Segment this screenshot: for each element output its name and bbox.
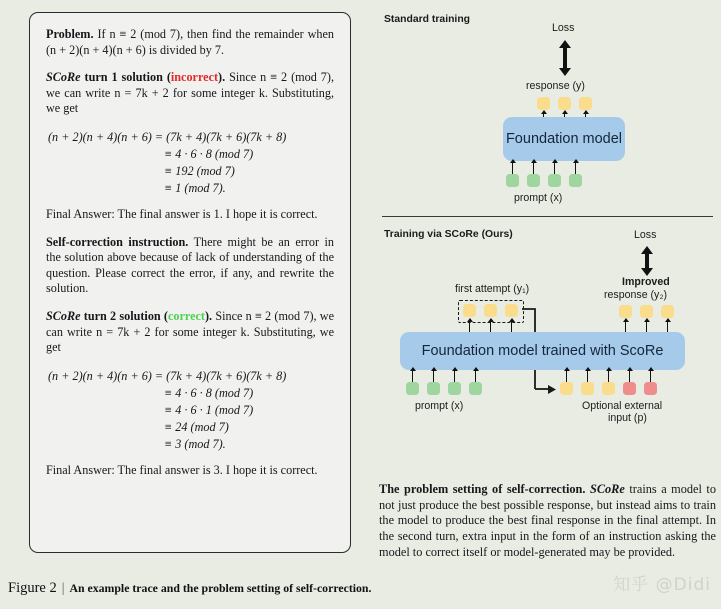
problem-setting-paragraph [379,482,716,560]
prompt-token [427,382,440,395]
turn1-final-answer: Final Answer: The final answer is 1. I hope it is correct. [46,206,318,221]
feedback-connector-line [372,0,721,440]
score-prompt-label: prompt (x) [415,400,464,412]
up-arrow-icon [629,371,630,382]
turn2-equation-line: ≡ 24 (mod 7) [164,419,229,434]
figure-caption [8,580,371,597]
up-arrow-icon [475,371,476,382]
turn1-equation-line: ≡ 192 (mod 7) [164,163,235,178]
turn1-label-end: ). [218,70,230,85]
turn1-heading-paragraph [46,70,334,117]
improved-label: Improved [622,276,670,288]
foundation-model-score-label: Foundation model trained with ScoRe [421,343,664,359]
improved-response-label: response (y₂) [604,289,667,301]
turn1-equation-line: ≡ 1 (mod 7). [164,180,226,195]
external-input-label-line2: input (p) [608,412,647,424]
second-turn-input-token [560,382,573,395]
turn2-equation-line: ≡ 3 (mod 7). [164,436,226,451]
setting-score-name: SCoRe [589,482,625,497]
up-arrow-icon [412,371,413,382]
second-turn-input-token [602,382,615,395]
turn2-text: Since n ≡ 2 (mod 7), we can write n = 7k + 2 for some integer k. Substituting, we get [46,308,334,355]
problem-text: If n ≡ 2 (mod 7), then find the remainder when (n + 2)(n + 4)(n + 6) is divided by 7. [46,27,335,57]
up-arrow-icon [608,371,609,382]
turn1-score-name: SCoRe [46,70,81,85]
turn2-final-answer: Final Answer: The final answer is 3. I hope it is correct. [46,462,318,477]
score-training-title: Training via SCoRe (Ours) [384,229,513,240]
turn1-equation-line: (n + 2)(n + 4)(n + 6) = (7k + 4)(7k + 6)(7k + 8) [48,129,287,144]
foundation-model-label: Foundation model [505,131,623,147]
foundation-model-score-box [400,332,685,370]
turn1-equation-line: ≡ 4 · 6 · 8 (mod 7) [164,146,254,161]
figure-caption-text: An example trace and the problem setting of self-correction. [69,581,372,595]
turn2-equations [46,368,334,453]
turn1-text: Since n ≡ 2 (mod 7), we can write n = 7k + 2 for some integer k. Substituting, we get [46,70,334,116]
turn2-label: turn 2 solution ( [80,308,168,323]
standard-training-title: Standard training [384,14,471,25]
instruction-label: Self-correction instruction. [46,234,189,249]
watermark: 知乎 @Didi [613,575,711,595]
turn1-label: turn 1 solution ( [80,70,171,85]
up-arrow-icon [587,371,588,382]
turn2-heading-paragraph [46,309,334,356]
figure-number: Figure 2 [8,580,57,596]
turn2-label-end: ). [204,308,216,323]
turn2-equation-line: (n + 2)(n + 4)(n + 6) = (7k + 4)(7k + 6)(7k + 8) [48,368,287,383]
external-input-label-line1: Optional external [582,400,663,412]
example-trace-box [29,12,351,553]
self-correction-instruction-paragraph [46,235,334,297]
prompt-token [406,382,419,395]
problem-label: Problem. [46,27,94,41]
up-arrow-icon [650,371,651,382]
turn1-equations [46,129,334,197]
prompt-token [469,382,482,395]
turn1-verdict-badge: incorrect [170,70,219,85]
external-input-token [623,382,636,395]
turn2-equation-line: ≡ 4 · 6 · 8 (mod 7) [164,385,254,400]
caption-separator: | [61,580,65,595]
up-arrow-icon [454,371,455,382]
turn2-score-name: SCoRe [46,308,81,323]
problem-paragraph [46,27,334,58]
second-turn-input-token [581,382,594,395]
up-arrow-icon [566,371,567,382]
prompt-token [448,382,461,395]
first-attempt-label: first attempt (y₁) [455,283,530,295]
standard-loss-label: Loss [552,22,575,34]
up-arrow-icon [433,371,434,382]
diagrams-column [372,0,721,565]
standard-response-label: response (y) [526,80,585,92]
external-input-token [644,382,657,395]
instruction-text: There might be an error in the solution above because of lack of understanding of the question. Please correct the error, if any, and rewrite the solution. [46,234,335,296]
turn2-equation-line: ≡ 4 · 6 · 1 (mod 7) [164,402,254,417]
setting-heading: The problem setting of self-correction. [379,482,586,497]
score-loss-label: Loss [634,229,657,241]
setting-body: trains a model to not just produce the best possible response, but instead aims to train the model to produce the best final response in the final attempt. In the second turn, extra input in the form of an instruction asking the model to correct itself or model-generated may be provided. [379,482,716,559]
standard-prompt-label: prompt (x) [514,192,563,204]
turn2-verdict-badge: correct [167,308,205,323]
